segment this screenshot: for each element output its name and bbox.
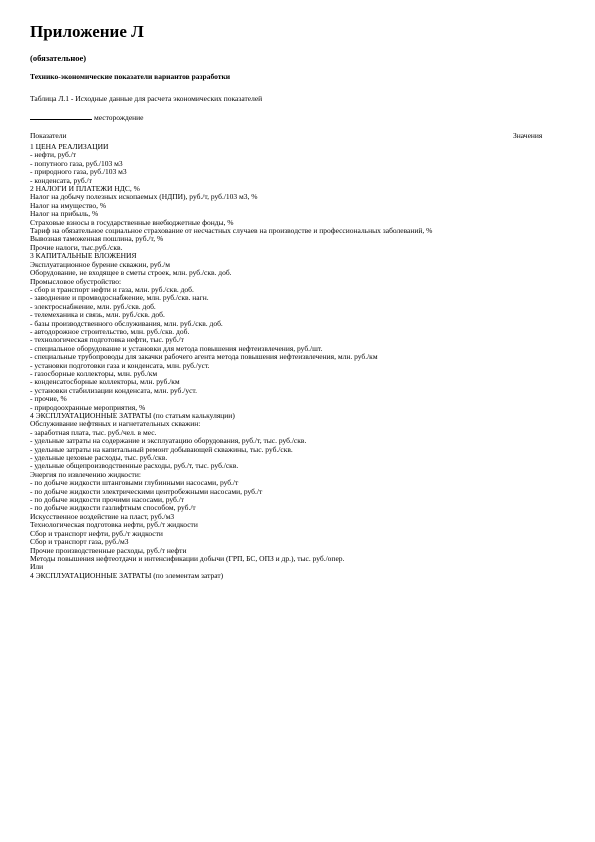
- table-row: Искусственное воздействие на пласт, руб./м3: [30, 511, 175, 521]
- table-row: - технологическая подготовка нефти, тыс. руб./т: [30, 335, 184, 345]
- table-row: - электроснабжение, млн. руб./скв. доб.: [30, 301, 156, 311]
- table-row: - по добыче жидкости прочими насосами, руб./т: [30, 495, 185, 505]
- table-row: Прочие производственные расходы, руб./т нефти: [30, 545, 187, 555]
- table-row: Тариф на обязательное социальное страхование от несчастных случаев на производстве и профессиональных заболеваний, %: [30, 226, 433, 236]
- table-row: Обслуживание нефтяных и нагнетательных скважин:: [30, 419, 201, 429]
- table-row: 1 ЦЕНА РЕАЛИЗАЦИИ: [30, 142, 109, 151]
- table-row: - специальные трубопроводы для закачки рабочего агента метода повышения нефтеизвлечения, млн. руб./км: [30, 352, 378, 362]
- table-row: - удельные общепроизводственные расходы, руб./т, тыс. руб./скв.: [30, 461, 239, 471]
- table-row: 2 НАЛОГИ И ПЛАТЕЖИ НДС, %: [30, 184, 140, 194]
- table-row: Промысловое обустройство:: [30, 276, 122, 286]
- indicator-list: [30, 143, 530, 580]
- table-row: Вывозная таможенная пошлина, руб./т, %: [30, 234, 164, 244]
- table-row: Эксплуатационное бурение скважин, руб./м: [30, 259, 170, 269]
- appendix-status: (обязательное): [30, 53, 87, 63]
- table-row: - специальное оборудование и установки для метода повышения нефтеизвлечения, руб./шт.: [30, 343, 323, 353]
- table-row: - природоохранные мероприятия, %: [30, 402, 146, 412]
- table-row: Сбор и транспорт нефти, руб./т жидкости: [30, 528, 163, 538]
- table-row: - конденсатосборные коллекторы, млн. руб./км: [30, 377, 180, 387]
- table-row: Методы повышения нефтеотдачи и интенсификации добычи (ГРП, БС, ОПЗ и др.), тыс. руб./опер.: [30, 553, 345, 563]
- table-row: - по добыче жидкости электрическими центробежными насосами, руб./т: [30, 486, 263, 496]
- table-row: Налог на добычу полезных ископаемых (НДПИ), руб./т, руб./103 м3, %: [30, 192, 258, 202]
- table-row: Энергия по извлечению жидкости:: [30, 469, 141, 479]
- table-row: - прочие, %: [30, 394, 67, 404]
- table-row: - сбор и транспорт нефти и газа, млн. руб./скв. доб.: [30, 284, 194, 294]
- table-row: Технологическая подготовка нефти, руб./т жидкости: [30, 520, 198, 530]
- table-row: - телемеханика и связь, млн. руб./скв. доб.: [30, 310, 165, 320]
- table-row: Сбор и транспорт газа, руб./м3: [30, 537, 129, 547]
- column-header-indicators: Показатели: [30, 131, 67, 140]
- page-title: Приложение Л: [30, 22, 144, 41]
- table-row: - удельные затраты на содержание и эксплуатацию оборудования, руб./т, тыс. руб./скв.: [30, 436, 307, 446]
- table-row: - по добыче жидкости штанговыми глубинными насосами, руб./т: [30, 478, 239, 488]
- table-row: - заработная плата, тыс. руб./чел. в мес.: [30, 427, 157, 437]
- section-heading: Технико-экономические показатели вариантов разработки: [30, 72, 231, 81]
- table-row: - нефти, руб./т: [30, 150, 77, 160]
- table-row: 4 ЭКСПЛУАТАЦИОННЫЕ ЗАТРАТЫ (по элементам затрат): [30, 570, 224, 580]
- table-row: - установки стабилизации конденсата, млн. руб./уст.: [30, 385, 197, 395]
- table-row: - по добыче жидкости газлифтным способом, руб./т: [30, 503, 196, 513]
- table-row: Или: [30, 562, 44, 572]
- table-row: Налог на имущество, %: [30, 200, 107, 210]
- table-row: - удельные затраты на капитальный ремонт добывающей скважины, тыс. руб./скв.: [30, 444, 293, 454]
- table-row: Прочие налоги, тыс.руб./скв.: [30, 242, 123, 252]
- table-caption: Таблица Л.1 - Исходные данные для расчета экономических показателей: [30, 94, 263, 103]
- table-row: - природного газа, руб./103 м3: [30, 167, 127, 177]
- table-row: - удельные цеховые расходы, тыс. руб./скв.: [30, 453, 168, 463]
- table-row: Оборудование, не входящее в сметы строек, млн. руб./скв. доб.: [30, 268, 232, 278]
- table-row: - заводнение и промводоснабжение, млн. руб./скв. нагн.: [30, 293, 209, 303]
- table-row: - автодорожное строительство, млн. руб./скв. доб.: [30, 326, 190, 336]
- table-row: 4 ЭКСПЛУАТАЦИОННЫЕ ЗАТРАТЫ (по статьям калькуляции): [30, 411, 235, 420]
- table-row: - установки подготовки газа и конденсата, млн. руб./уст.: [30, 360, 210, 370]
- table-row: - газосборные коллекторы, млн. руб./км: [30, 368, 158, 378]
- table-row: 3 КАПИТАЛЬНЫЕ ВЛОЖЕНИЯ: [30, 251, 137, 261]
- table-row: Налог на прибыль, %: [30, 209, 99, 219]
- table-row: - попутного газа, руб./103 м3: [30, 158, 123, 168]
- deposit-blank: [30, 119, 92, 120]
- table-row: Страховые взносы в государственные внебюджетные фонды, %: [30, 217, 234, 227]
- deposit-line: [30, 113, 144, 122]
- column-header-values: Значения: [513, 131, 543, 140]
- table-row: - базы производственного обслуживания, млн. руб./скв. доб.: [30, 318, 223, 328]
- deposit-label: месторождение: [94, 113, 144, 122]
- table-row: - конденсата, руб./т: [30, 175, 92, 185]
